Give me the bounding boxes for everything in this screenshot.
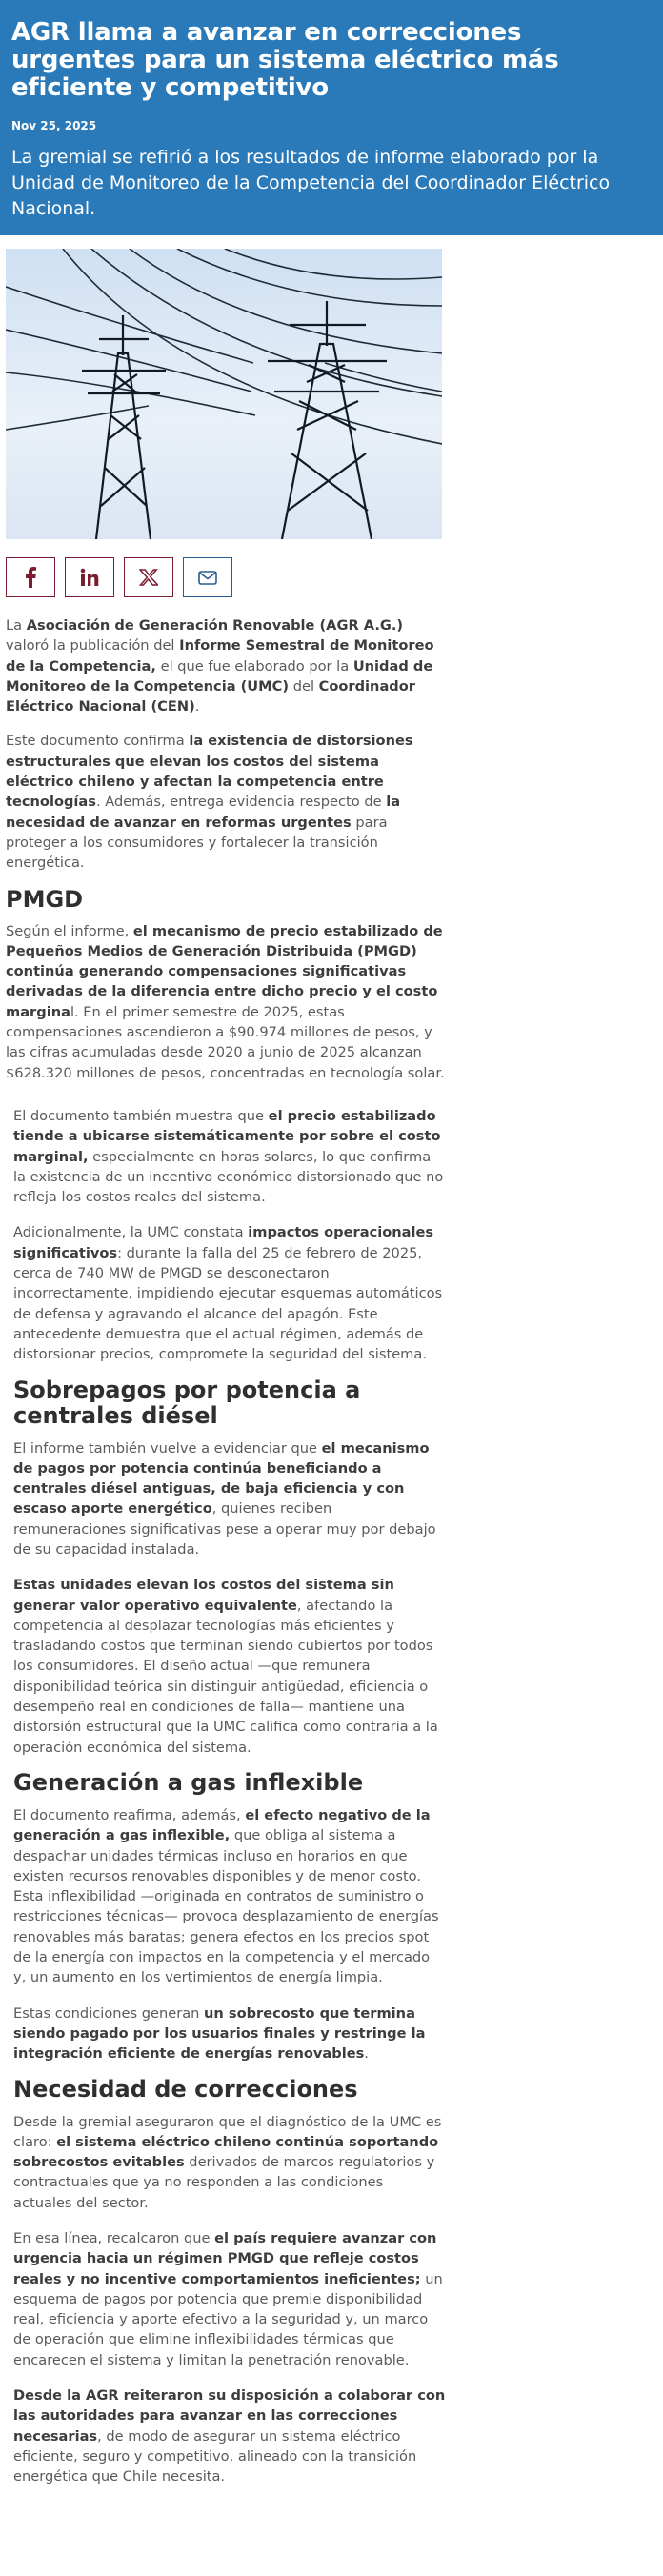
- paragraph-pmgd-report: Según el informe, el mecanismo de precio estabilizado de Pequeños Medios de Generación Distribuida (PMGD) continúa generando compensaciones significativas derivadas de la diferencia entre dicho precio y el costo marginal. En el primer semestre de 2025, estas compensaciones ascendieron a $90.974 millones de pesos, y las cifras acumuladas desde 2020 a junio de 2025 alcanzan $628.320 millones de pesos, concentradas en tecnología solar.: [6, 922, 445, 1081]
- paragraph-document: Este documento confirma la existencia de distorsiones estructurales que elevan los costos del sistema eléctrico chileno y afectan la competencia entre tecnologías. Además, entrega evidencia respecto de la necesidad de avanzar en reformas urgentes para proteger a los consumidores y fortalecer la transición energética.: [6, 733, 413, 872]
- paragraph-gas-effect: El documento reafirma, además, el efecto negativo de la generación a gas inflexible, que obliga al sistema a despachar unidades térmicas incluso en horarios en que existen recursos renovables disponibles y de menor costo. Esta inflexibilidad —originada en contratos de suministro o restricciones técnicas— provoca desplazamiento de energías renovables más baratas; genera efectos en los precios spot de la energía con impactos en la competencia y el mercado y, un aumento en los vertimientos de energía limpia.: [13, 1806, 439, 1986]
- heading-pmgd: PMGD: [6, 885, 84, 913]
- share-linkedin-button[interactable]: [65, 557, 114, 597]
- heading-sobrepagos: Sobrepagos por potencia a centrales diésel: [13, 1376, 361, 1429]
- facebook-icon: [24, 567, 37, 588]
- article-body: [0, 615, 446, 2487]
- x-icon: [139, 569, 158, 586]
- paragraph-pmgd-price: El documento también muestra que el precio estabilizado tiende a ubicarse sistemáticamente por sobre el costo marginal, especialmente en horas solares, lo que confirma la existencia de un incentivo económico distorsionado que no refleja los costos reales del sistema.: [13, 1107, 444, 1206]
- paragraph-closing: Desde la AGR reiteraron su disposición a colaborar con las autoridades para avanzar en las correcciones necesarias, de modo de asegurar un sistema eléctrico eficiente, seguro y competitivo, alineado con la transición energética que Chile necesita.: [13, 2387, 446, 2485]
- paragraph-pmgd-operational: Adicionalmente, la UMC constata impactos operacionales significativos: durante la falla del 25 de febrero de 2025, cerca de 740 MW de PMGD se desconectaron incorrectamente, impidiendo ejecutar esquemas automáticos de defensa y agravando el alcance del apagón. Este antecedente demuestra que el actual régimen, además de distorsionar precios, compromete la seguridad del sistema.: [13, 1224, 443, 1363]
- article-title: AGR llama a avanzar en correcciones urgentes para un sistema eléctrico más eficiente y competitivo: [11, 18, 559, 102]
- article-subtitle: La gremial se refirió a los resultados de informe elaborado por la Unidad de Monitoreo de la Competencia del Coordinador Eléctrico Nacional.: [11, 147, 611, 219]
- linkedin-icon: [80, 568, 99, 587]
- paragraph-requirements: En esa línea, recalcaron que el país requiere avanzar con urgencia hacia un régimen PMGD que refleje costos reales y no incentive comportamientos ineficientes; un esquema de pagos por potencia que premie disponibilidad real, eficiencia y aporte efectivo a la seguridad y, un marco de operación que elimine inflexibilidades térmicas que encarecen el sistema y limitan la penetración renovable.: [13, 2230, 443, 2368]
- share-facebook-button[interactable]: [6, 557, 55, 597]
- paragraph-diesel-payments: El informe también vuelve a evidenciar que el mecanismo de pagos por potencia continúa beneficiando a centrales diésel antiguas, de baja eficiencia y con escaso aporte energético, quienes reciben remuneraciones significativas pese a operar muy por debajo de su capacidad instalada.: [13, 1439, 436, 1558]
- article-header: [0, 0, 663, 235]
- heading-correcciones: Necesidad de correcciones: [13, 2075, 358, 2103]
- paragraph-gas-overcost: Estas condiciones generan un sobrecosto que termina siendo pagado por los usuarios finales y restringe la integración eficiente de energías renovables.: [13, 2004, 426, 2063]
- share-x-button[interactable]: [124, 557, 173, 597]
- share-bar: [6, 557, 663, 597]
- paragraph-diagnosis: Desde la gremial aseguraron que el diagnóstico de la UMC es claro: el sistema eléctrico chileno continúa soportando sobrecostos evitables derivados de marcos regulatorios y contractuales que ya no responden a las condiciones actuales del sector.: [13, 2113, 442, 2211]
- publish-date: Nov 25, 2025: [11, 119, 97, 132]
- paragraph-diesel-costs: Estas unidades elevan los costos del sistema sin generar valor operativo equivalente, afectando la competencia al desplazar tecnologías más eficientes y trasladando costos que terminan siendo cubiertos por todos los consumidores. El diseño actual —que remunera disponibilidad teórica sin distinguir antigüedad, eficiencia o desempeño real en condiciones de falla— mantiene una distorsión estructural que la UMC califica como contraria a la operación económica del sistema.: [13, 1577, 438, 1756]
- share-email-button[interactable]: [183, 557, 232, 597]
- heading-gas: Generación a gas inflexible: [13, 1768, 364, 1796]
- paragraph-intro: La Asociación de Generación Renovable (AGR A.G.) valoró la publicación del Informe Semestral de Monitoreo de la Competencia, el que fue elaborado por la Unidad de Monitoreo de la Competencia (UMC) del Coordinador Eléctrico Nacional (CEN).: [6, 617, 434, 715]
- envelope-icon: [198, 571, 217, 585]
- power-lines-photo: [6, 249, 442, 539]
